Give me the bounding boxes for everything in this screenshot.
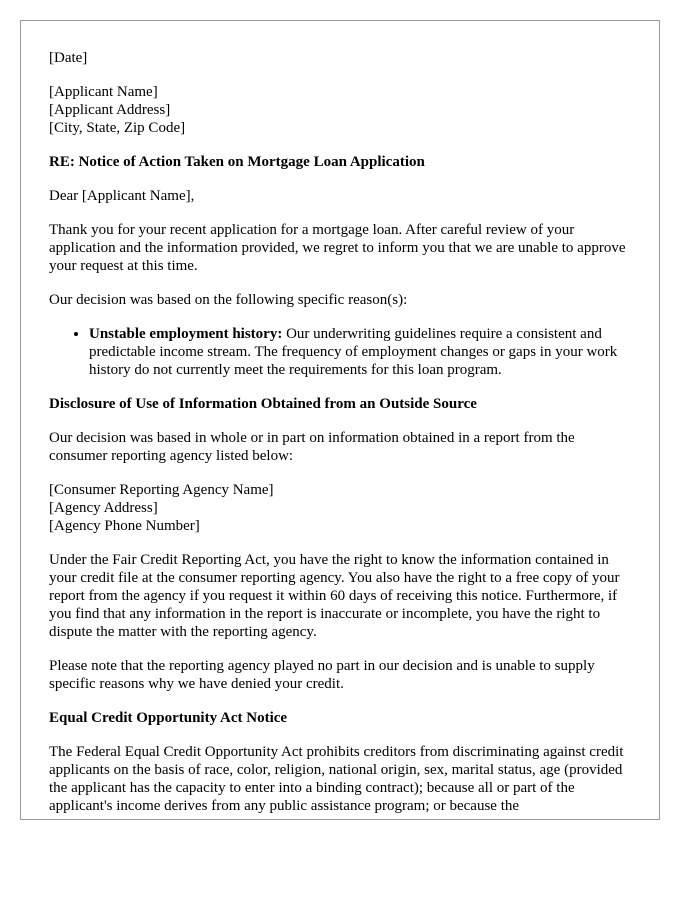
reason-title: Unstable employment history: <box>89 326 283 342</box>
applicant-name: [Applicant Name] <box>49 84 158 100</box>
disclosure-heading: Disclosure of Use of Information Obtained from an Outside Source <box>49 396 477 412</box>
reasons-intro: Our decision was based on the following specific reason(s): <box>49 292 408 308</box>
agency-name: [Consumer Reporting Agency Name] <box>49 482 274 498</box>
ecoa-heading: Equal Credit Opportunity Act Notice <box>49 710 288 726</box>
subject-line: RE: Notice of Action Taken on Mortgage Loan Application <box>49 154 425 170</box>
fcra-paragraph: Under the Fair Credit Reporting Act, you have the right to know the information contained in your credit file at the consumer reporting agency. You also have the right to a free copy of your report from the agency if you request it within 60 days of receiving this notice. Furthermore, if you find that any information in the report is inaccurate or incomplete, you have the right to dispute the matter with the reporting agency. <box>49 552 620 640</box>
salutation: Dear [Applicant Name], <box>49 188 195 204</box>
intro-paragraph: Thank you for your recent application for a mortgage loan. After careful review of your application and the information provided, we regret to inform you that we are unable to approve your request at this time. <box>49 222 626 274</box>
letter-date: [Date] <box>49 50 88 66</box>
applicant-address: [Applicant Address] <box>49 102 171 118</box>
letter-page <box>20 20 660 820</box>
agency-address: [Agency Address] <box>49 500 158 516</box>
applicant-city-state-zip: [City, State, Zip Code] <box>49 120 186 136</box>
applicant-address-block <box>49 83 631 137</box>
reasons-list <box>49 325 631 379</box>
disclosure-paragraph: Our decision was based in whole or in part on information obtained in a report from the consumer reporting agency listed below: <box>49 430 575 464</box>
ecoa-paragraph: The Federal Equal Credit Opportunity Act prohibits creditors from discriminating against credit applicants on the basis of race, color, religion, national origin, sex, marital status, age (provided the applicant has the capacity to enter into a binding contract); because all or part of the applicant's income derives from any public assistance program; or because the <box>49 744 624 814</box>
letter-body <box>21 21 659 815</box>
agency-phone: [Agency Phone Number] <box>49 518 200 534</box>
agency-note-paragraph: Please note that the reporting agency played no part in our decision and is unable to supply specific reasons why we have denied your credit. <box>49 658 595 692</box>
reason-item <box>89 325 631 379</box>
reason-text: Our underwriting guidelines require a consistent and predictable income stream. The frequency of employment changes or gaps in your work history do not currently meet the requirements for this loan program. <box>89 326 618 378</box>
agency-block <box>49 481 631 535</box>
